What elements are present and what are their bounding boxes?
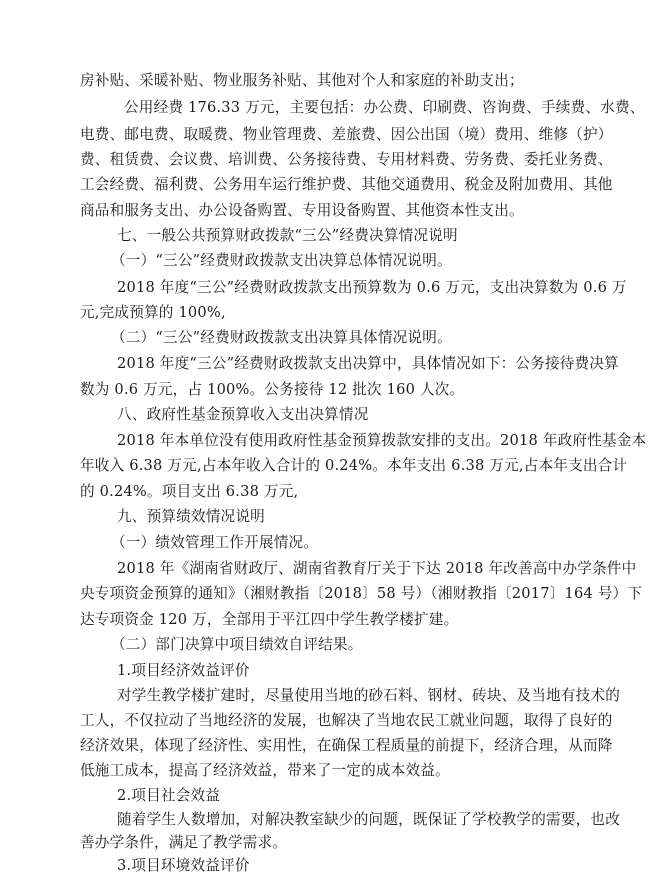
section-heading: 七、一般公共预算财政拨款“三公”经费决算情况说明 [117, 227, 458, 244]
item-heading: 3.项目环境效益评价 [117, 857, 250, 874]
text-line: 低施工成本，提高了经济效益，带来了一定的成本效益。 [80, 762, 450, 779]
text-line: 电费、邮电费、取暖费、物业管理费、差旅费、因公出国（境）费用、维修（护） [80, 126, 613, 143]
section-heading: 九、预算绩效情况说明 [117, 508, 265, 525]
text-line: 对学生教学楼扩建时，尽量使用当地的砂石料、钢材、砖块、及当地有技术的 [117, 687, 620, 704]
text-line: 房补贴、采暖补贴、物业服务补贴、其他对个人和家庭的补助支出； [80, 72, 524, 89]
text-line: 央专项资金预算的通知》（湘财教指〔2018〕58 号）（湘财教指〔2017〕164 号）下 [80, 585, 643, 602]
item-heading: 2.项目社会效益 [117, 787, 221, 804]
text-line: 达专项资金 120 万，全部用于平江四中学生教学楼扩建。 [80, 611, 459, 628]
text-line: 经济效果，体现了经济性、实用性，在确保工程质量的前提下，经济合理，从而降 [80, 737, 613, 754]
text-line: 年收入 6.38 万元,占本年收入合计的 0.24%。本年支出 6.38 万元,占本年支出合计 [80, 457, 628, 474]
text-line: 善办学条件，满足了教学需求。 [80, 834, 288, 851]
subsection-heading: （二）“三公”经费财政拨款支出决算具体情况说明。 [111, 329, 452, 346]
text-line: 随着学生人数增加，对解决教室缺少的问题，既保证了学校教学的需要，也改 [117, 811, 620, 828]
section-heading: 八、政府性基金预算收入支出决算情况 [117, 406, 369, 423]
text-line: 2018 年度“三公”经费财政拨款支出决算中，具体情况如下：公务接待费决算 [117, 355, 619, 372]
text-line: 2018 年度“三公”经费财政拨款支出预算数为 0.6 万元，支出决算数为 0.6 万 [117, 279, 627, 296]
text-line: 商品和服务支出、办公设备购置、专用设备购置、其他资本性支出。 [80, 202, 524, 219]
text-line: 数为 0.6 万元，占 100%。公务接待 12 批次 160 人次。 [80, 381, 465, 398]
subsection-heading: （二）部门决算中项目绩效自评结果。 [111, 636, 363, 653]
subsection-heading: （一）“三公”经费财政拨款支出决算总体情况说明。 [111, 252, 452, 269]
text-line: 元,完成预算的 100%, [80, 304, 226, 321]
text-line: 工人，不仅拉动了当地经济的发展，也解决了当地农民工就业问题，取得了良好的 [80, 712, 613, 729]
text-line: 公用经费 176.33 万元，主要包括：办公费、印刷费、咨询费、手续费、水费、 [124, 99, 645, 116]
item-heading: 1.项目经济效益评价 [117, 662, 250, 679]
text-line: 费、租赁费、会议费、培训费、公务接待费、专用材料费、劳务费、委托业务费、 [80, 151, 613, 168]
subsection-heading: （一）绩效管理工作开展情况。 [111, 534, 319, 551]
text-line: 2018 年《湖南省财政厅、湖南省教育厅关于下达 2018 年改善高中办学条件中 [117, 560, 637, 577]
text-line: 工会经费、福利费、公务用车运行维护费、其他交通费用、税金及附加费用、其他 [80, 176, 613, 193]
text-line: 的 0.24%。项目支出 6.38 万元, [80, 483, 299, 500]
text-line: 2018 年本单位没有使用政府性基金预算拨款安排的支出。2018 年政府性基金本 [117, 432, 647, 449]
